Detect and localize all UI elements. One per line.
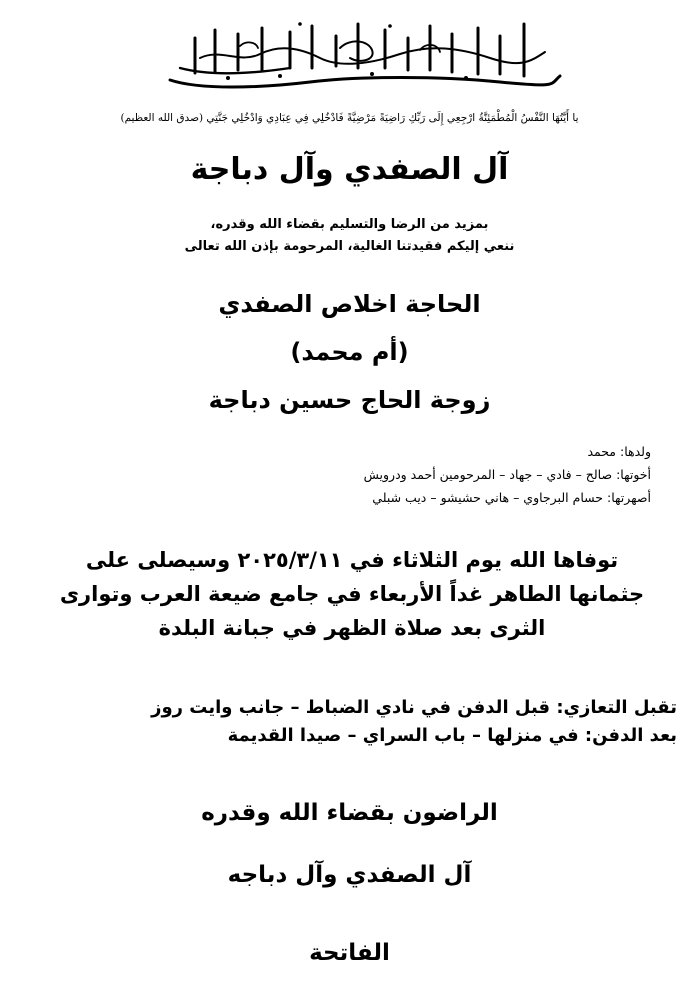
funeral-line-1: توفاها الله يوم الثلاثاء في ٢٠٢٥/٣/١١ وسيصلى على (85, 548, 619, 572)
quran-verse: يا أَيَّتُهَا النَّفْسُ الْمُطْمَئِنَّةُ ارْجِعِي إِلَى رَبِّكِ رَاضِيَةً مَرْضِيَّةً فَادْخُلِي فِي عِبَادِي وَادْخُلِي جَنَّتِي (صدق الله العظيم) (120, 112, 579, 124)
deceased-spouse: زوجة الحاج حسين دباجة (208, 386, 491, 414)
funeral-line-2: جثمانها الطاهر غداً الأربعاء في جامع ضيعة العرب وتوارى (59, 582, 645, 606)
condolences-after-burial: بعد الدفن: في منزلها – باب السراي – صيدا القديمة (227, 725, 677, 746)
closing-fatiha: الفاتحة (309, 940, 390, 966)
closing-line-1: الراضون بقضاء الله وقدره (201, 800, 498, 826)
condolences-info (17, 694, 677, 750)
condolences-before-burial: تقبل التعازي: قبل الدفن في نادي الضباط – جانب وايت روز (151, 697, 677, 718)
deceased-kunya: (أم محمد) (290, 338, 409, 366)
deceased-name: الحاجة اخلاص الصفدي (218, 290, 481, 318)
family-title: آل الصفدي وآل دباجة (190, 152, 509, 187)
intro-text (0, 214, 699, 258)
relatives-brothers: أخوتها: صالح – فادي – جهاد – المرحومين أحمد ودرويش (363, 467, 651, 482)
funeral-line-3: الثرى بعد صلاة الظهر في جبانة البلدة (158, 616, 546, 640)
intro-line-1: بمزيد من الرضا والتسليم بقضاء الله وقدره، (210, 217, 489, 232)
funeral-announcement (40, 543, 664, 645)
relatives-sons: ولدها: محمد (587, 444, 651, 459)
closing-families: آل الصفدي وآل دباجه (227, 862, 472, 888)
calligraphy-logo (140, 18, 570, 96)
relatives-in-laws: أصهرتها: حسام البرجاوي – هاني حشيشو – ديب شبلي (372, 490, 651, 505)
calligraphy-header (140, 18, 570, 96)
intro-line-2: ننعي إليكم فقيدتنا الغالية، المرحومة بإذن الله تعالى (184, 239, 515, 254)
relatives-list (151, 440, 651, 509)
